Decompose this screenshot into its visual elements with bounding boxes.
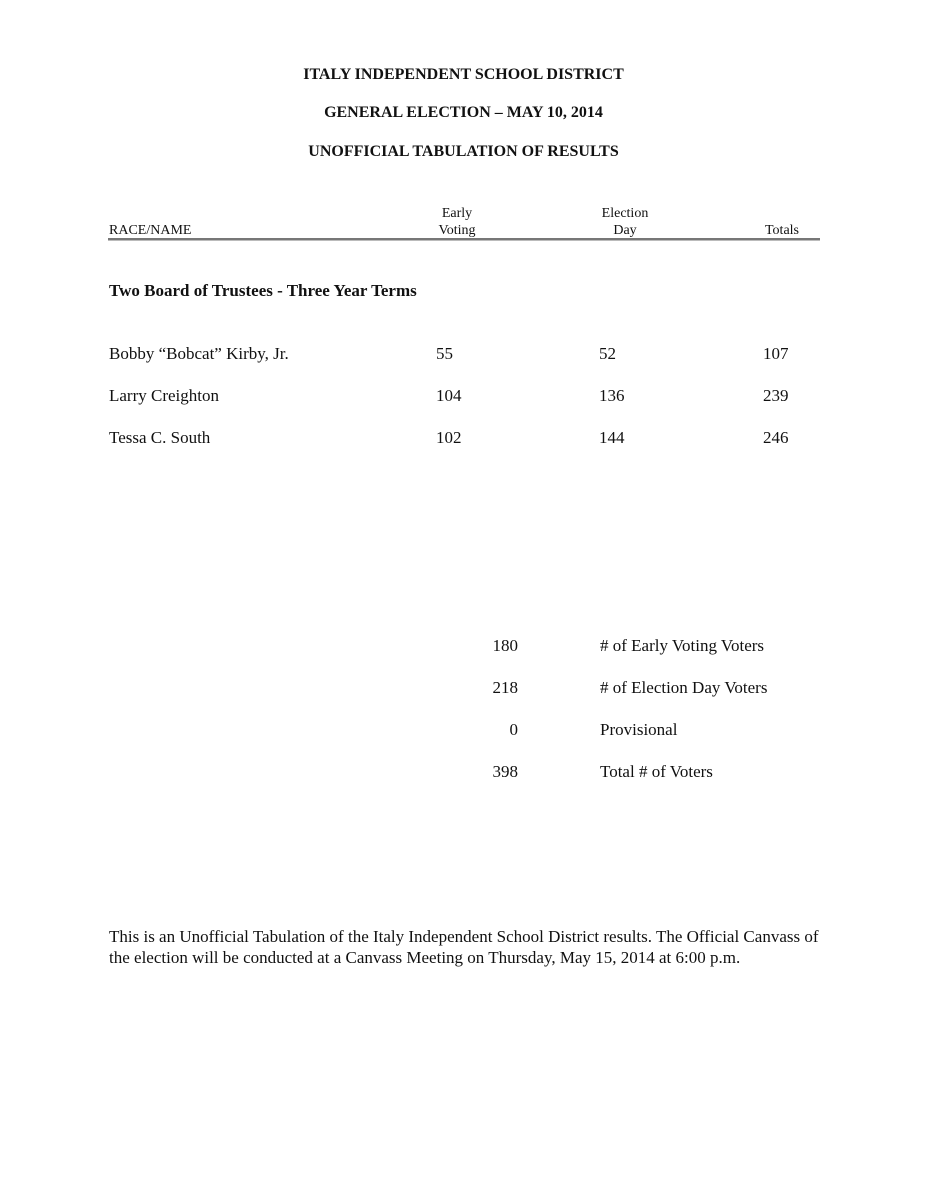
election-day-line1: Election	[601, 206, 649, 221]
candidate-election-day: 52	[599, 344, 616, 363]
candidate-total: 107	[763, 344, 789, 363]
candidate-early-voting: 104	[436, 386, 462, 405]
summary-value: 0	[509, 720, 518, 739]
district-title: ITALY INDEPENDENT SCHOOL DISTRICT	[303, 66, 624, 83]
candidate-name: Tessa C. South	[109, 428, 211, 447]
tabulation-subtitle: UNOFFICIAL TABULATION OF RESULTS	[308, 143, 619, 160]
column-header-election-day	[580, 205, 670, 239]
summary-label: Total # of Voters	[600, 762, 713, 781]
candidate-early-voting: 55	[436, 344, 453, 363]
summary-label: # of Election Day Voters	[600, 678, 768, 697]
candidate-total: 239	[763, 386, 789, 405]
candidate-election-day: 136	[599, 386, 625, 405]
summary-label: Provisional	[600, 720, 678, 739]
candidate-early-voting: 102	[436, 428, 462, 447]
header-rule	[108, 238, 820, 241]
election-title: GENERAL ELECTION – MAY 10, 2014	[324, 104, 603, 121]
summary-value: 218	[492, 678, 518, 697]
candidate-total: 246	[763, 428, 789, 447]
candidate-name: Bobby “Bobcat” Kirby, Jr.	[109, 344, 289, 363]
column-header-race-name	[109, 222, 191, 239]
summary-value: 180	[492, 636, 518, 655]
election-day-line2: Day	[613, 223, 637, 238]
race-title: Two Board of Trustees - Three Year Terms	[109, 281, 417, 300]
column-header-early-voting	[417, 205, 497, 239]
totals-label: Totals	[764, 223, 799, 238]
summary-label: # of Early Voting Voters	[600, 636, 765, 655]
candidate-name: Larry Creighton	[109, 386, 219, 405]
early-voting-line1: Early	[441, 206, 473, 221]
column-header-totals	[756, 222, 808, 239]
summary-value: 398	[492, 762, 518, 781]
footer-note: This is an Unofficial Tabulation of the Italy Independent School District results. The Official Canvass of the election will be conducted at a Canvass Meeting on Thursday, May 15, 2014 at 6:00 p.m.	[109, 927, 819, 967]
early-voting-line2: Voting	[438, 223, 476, 238]
race-name-label: RACE/NAME	[109, 223, 192, 238]
candidate-election-day: 144	[599, 428, 625, 447]
